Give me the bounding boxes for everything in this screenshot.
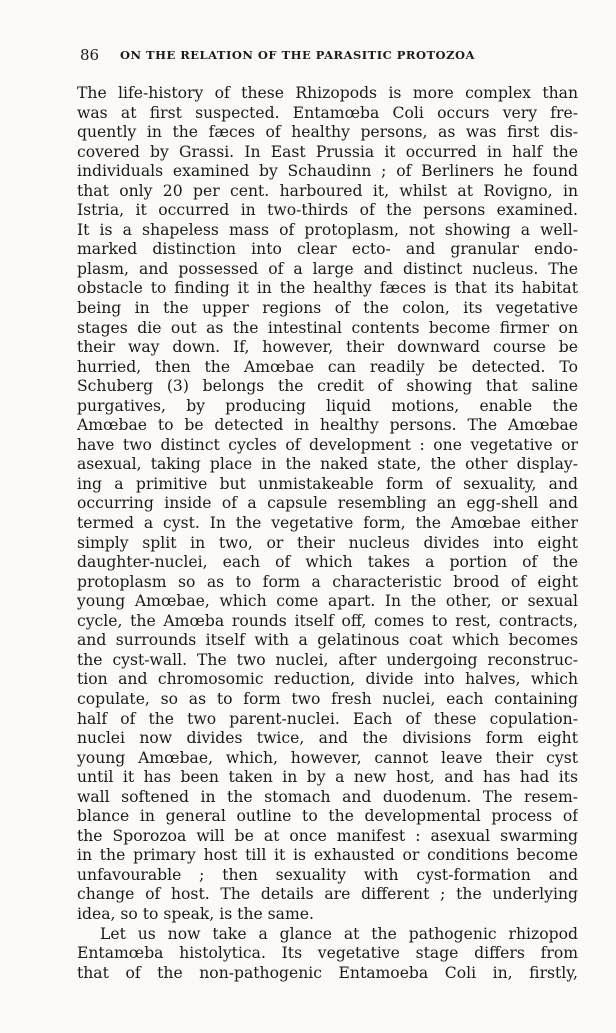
text-line: marked distinction into clear ecto- and granular endo- <box>77 240 578 259</box>
text-line: Entamœba histolytica. Its vegetative stage differs from <box>77 944 578 963</box>
text-line: ing a primitive but unmistakeable form of sexuality, and <box>77 474 578 493</box>
text-line: simply split in two, or their nucleus divides into eight <box>77 533 578 552</box>
text-line: young Amœbae, which, however, cannot leave their cyst <box>77 748 578 767</box>
text-line: purgatives, by producing liquid motions, enable the <box>77 396 578 415</box>
text-line: hurried, then the Amœbae can readily be detected. To <box>77 357 578 376</box>
text-line: and surrounds itself with a gelatinous coat which becomes <box>77 631 578 650</box>
text-line: half of the two parent-nuclei. Each of these copulation- <box>77 709 578 728</box>
text-line: unfavourable ; then sexuality with cyst-formation and <box>77 865 578 884</box>
text-line: that of the non-pathogenic Entamoeba Coli in, firstly, <box>77 963 578 982</box>
text-line: blance in general outline to the developmental process of <box>77 807 578 826</box>
text-line: in the primary host till it is exhausted or conditions become <box>77 846 578 865</box>
text-line: that only 20 per cent. harboured it, whilst at Rovigno, in <box>77 181 578 200</box>
text-line: Amœbae to be detected in healthy persons. The Amœbae <box>77 416 578 435</box>
text-line: tion and chromosomic reduction, divide into halves, which <box>77 670 578 689</box>
text-line: until it has been taken in by a new host, and has had its <box>77 768 578 787</box>
text-line: stages die out as the intestinal contents become firmer on <box>77 318 578 337</box>
text-line: cycle, the Amœba rounds itself off, comes to rest, contracts, <box>77 611 578 630</box>
text-line: idea, so to speak, is the same. <box>77 904 314 923</box>
text-line: obstacle to finding it in the healthy fæces is that its habitat <box>77 279 578 298</box>
text-line: nuclei now divides twice, and the divisions form eight <box>77 729 578 748</box>
page-number: 86 <box>80 46 100 64</box>
text-line: The life-history of these Rhizopods is more complex than <box>77 84 578 102</box>
text-line: individuals examined by Schaudinn ; of Berliners he found <box>77 162 578 181</box>
text-line: Let us now take a glance at the pathogenic rhizopod <box>100 924 578 943</box>
text-line: Schuberg (3) belongs the credit of showing that saline <box>77 377 578 396</box>
text-line: protoplasm so as to form a characteristic brood of eight <box>77 572 578 591</box>
text-line: being in the upper regions of the colon, its vegetative <box>77 299 578 318</box>
running-title: ON THE RELATION OF THE PARASITIC PROTOZOA <box>120 48 475 62</box>
text-line: young Amœbae, which come apart. In the other, or sexual <box>77 592 578 611</box>
body-text <box>77 84 578 983</box>
text-line: wall softened in the stomach and duodenum. The resem- <box>77 787 578 806</box>
text-line: It is a shapeless mass of protoplasm, not showing a well- <box>77 220 578 239</box>
text-line: was at first suspected. Entamœba Coli occurs very fre- <box>77 103 578 122</box>
text-line: copulate, so as to form two fresh nuclei, each containing <box>77 689 578 708</box>
text-line: the Sporozoa will be at once manifest : asexual swarming <box>77 826 578 845</box>
text-line: quently in the fæces of healthy persons, as was first dis- <box>77 123 578 142</box>
text-line: plasm, and possessed of a large and distinct nucleus. The <box>77 259 578 278</box>
text-line: daughter-nuclei, each of which takes a portion of the <box>77 553 578 572</box>
text-line: change of host. The details are different ; the underlying <box>77 885 578 904</box>
text-line: occurring inside of a capsule resembling an egg-shell and <box>77 494 578 513</box>
text-line: the cyst-wall. The two nuclei, after undergoing reconstruc- <box>77 650 578 669</box>
page-header <box>80 46 550 66</box>
text-line: have two distinct cycles of development : one vegetative or <box>77 435 578 454</box>
text-line: termed a cyst. In the vegetative form, the Amœbae either <box>77 514 578 533</box>
text-line: Istria, it occurred in two-thirds of the persons examined. <box>77 201 578 220</box>
text-line: their way down. If, however, their downward course be <box>77 338 578 357</box>
text-line: asexual, taking place in the naked state, the other display- <box>77 455 578 474</box>
text-line: covered by Grassi. In East Prussia it occurred in half the <box>77 142 578 161</box>
